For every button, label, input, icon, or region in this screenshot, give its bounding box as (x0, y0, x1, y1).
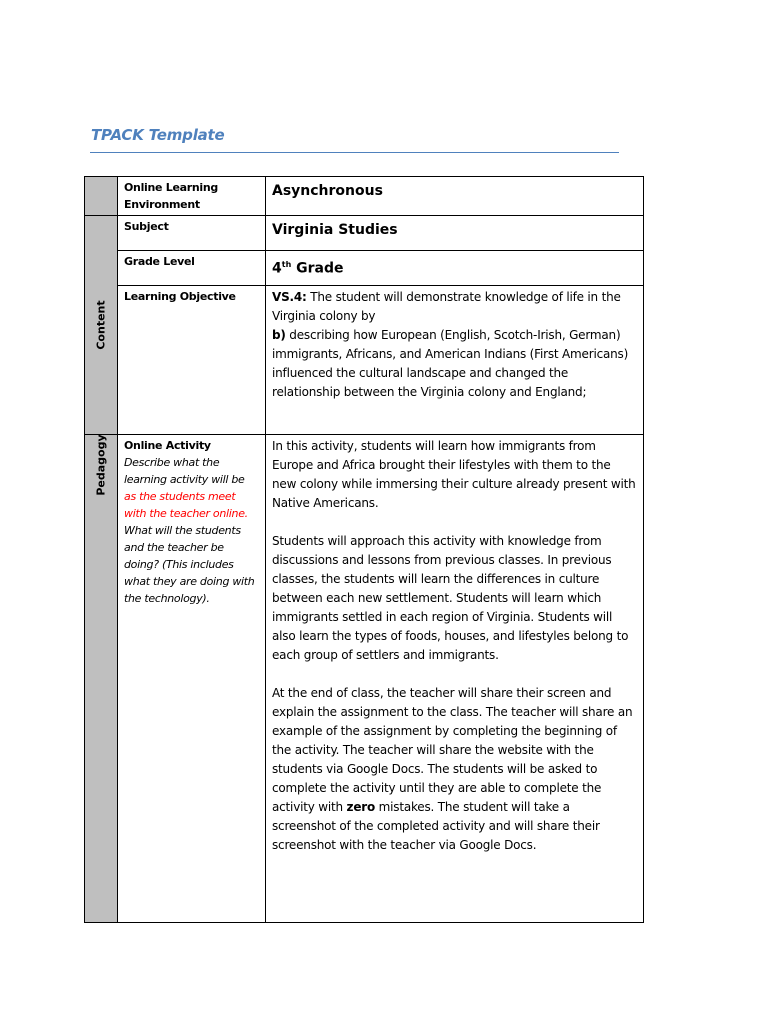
subject-label: Subject (124, 220, 169, 233)
label-cell-grade (118, 251, 266, 286)
row-learning-objective (85, 286, 644, 435)
side-content (85, 216, 118, 435)
value-cell-environment (266, 177, 644, 216)
label-cell-objective (118, 286, 266, 435)
grade-label: Grade Level (124, 255, 195, 268)
content-section-label: Content (94, 300, 108, 350)
objective-part-label: b) (272, 328, 286, 342)
objective-line: The student will demonstrate knowledge of life in the Virginia colony by (272, 290, 621, 323)
document-title: TPACK Template (91, 126, 225, 144)
row-online-activity (85, 435, 644, 923)
grade-word: Grade (291, 260, 344, 277)
grade-value (272, 253, 637, 279)
activity-desc-start: Describe what the learning activity will be (124, 456, 245, 486)
activity-body (272, 437, 637, 855)
environment-value: Asynchronous (272, 183, 383, 199)
value-cell-grade (266, 251, 644, 286)
row-grade-level (85, 251, 644, 286)
objective-code: VS.4: (272, 290, 307, 304)
tpack-table (84, 176, 644, 923)
title-underline (90, 152, 619, 153)
activity-p3-bold: zero (346, 800, 376, 814)
environment-label: Online Learning Environment (124, 181, 218, 211)
grade-number: 4 (272, 260, 282, 277)
label-cell-activity (118, 435, 266, 923)
activity-paragraph-1: In this activity, students will learn how immigrants from Europe and Africa brought their lifestyles with them to the new colony while immersing their culture already present with Native Americans. (272, 439, 636, 510)
activity-desc-highlight: as the students meet with the teacher online. (124, 490, 248, 520)
activity-paragraph-3 (272, 684, 637, 855)
label-cell-environment (118, 177, 266, 216)
objective-label: Learning Objective (124, 290, 236, 303)
value-cell-activity (266, 435, 644, 923)
activity-description (124, 454, 259, 607)
pedagogy-section-label: Pedagogy (94, 434, 108, 496)
activity-label: Online Activity (124, 439, 211, 452)
activity-p3-end: mistakes. The student will take a screenshot of the completed activity and will share their screenshot with the teacher via Google Docs. (272, 800, 600, 852)
value-cell-objective (266, 286, 644, 435)
side-pedagogy (85, 435, 118, 923)
activity-p3-start: At the end of class, the teacher will share their screen and explain the assignment to the class. The teacher will share an example of the assignment by completing the beginning of the activity. The teacher will share the website with the students via Google Docs. The students will be asked to complete the activity until they are able to complete the activity with (272, 686, 633, 814)
objective-text (272, 288, 637, 402)
label-cell-subject (118, 216, 266, 251)
row-subject (85, 216, 644, 251)
activity-desc-end: What will the students and the teacher be doing? (This includes what they are doing with the technology). (124, 524, 255, 605)
objective-part-text: describing how European (English, Scotch-Irish, German) immigrants, Africans, and American Indians (First Americans) influenced the cultural landscape and changed the relationship between the Virginia colony and England; (272, 328, 629, 399)
activity-paragraph-2: Students will approach this activity with knowledge from discussions and lessons from previous classes. In previous classes, the students will learn the differences in culture between each new settlement. Students will learn which immigrants settled in each region of Virginia. Students will also learn the types of foods, houses, and lifestyles belong to each group of settlers and immigrants. (272, 534, 629, 662)
value-cell-subject (266, 216, 644, 251)
row-online-learning-environment (85, 177, 644, 216)
grade-ordinal: th (281, 260, 292, 269)
side-blank-top (85, 177, 118, 216)
subject-value: Virginia Studies (272, 222, 398, 238)
